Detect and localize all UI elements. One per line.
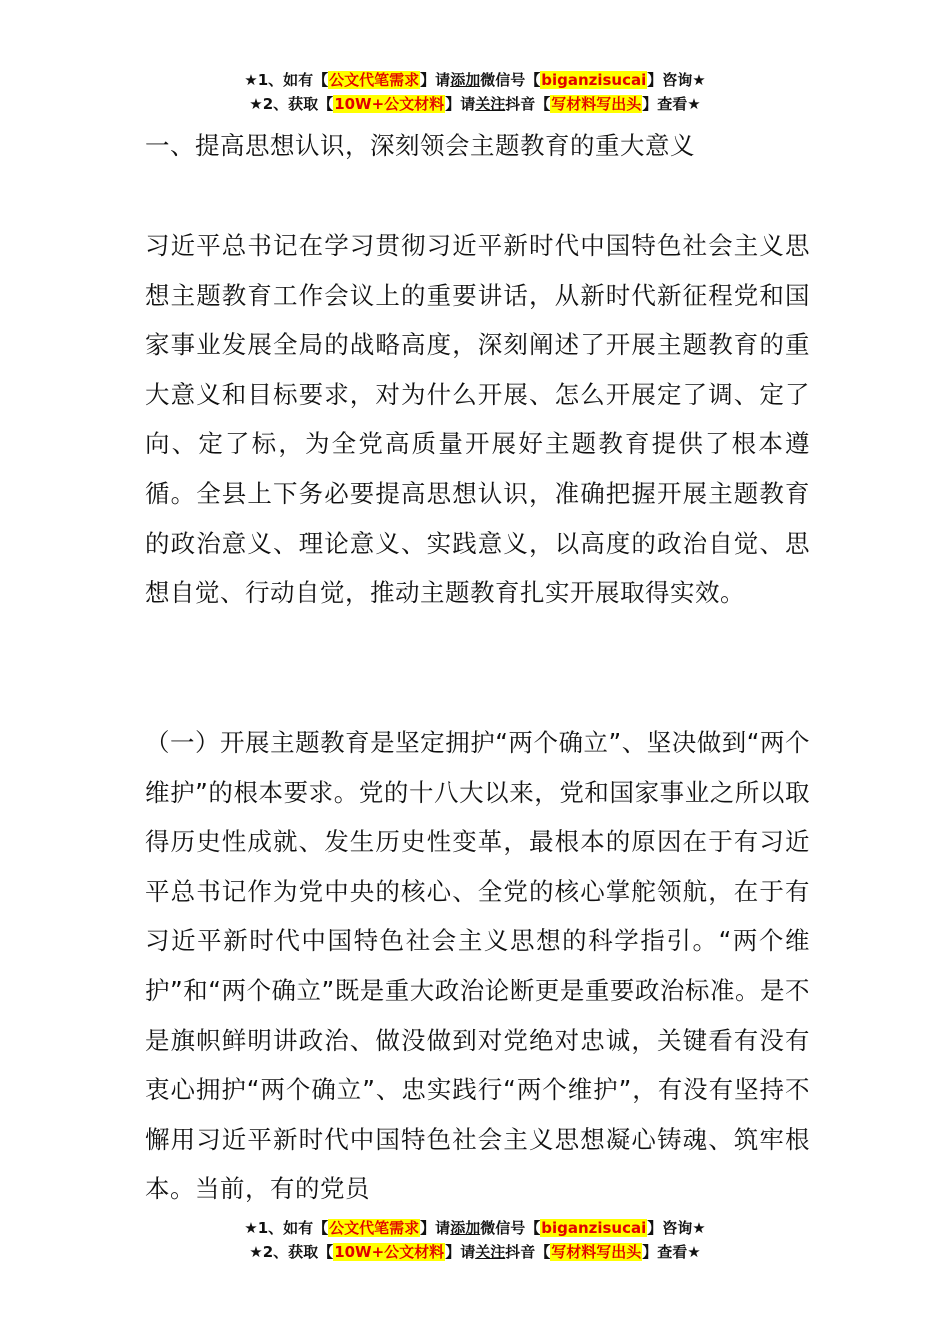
underlined-text: 添加	[450, 1219, 481, 1237]
banner-text: 微信号【	[480, 71, 541, 89]
banner-text: ★1、如有【	[244, 1219, 329, 1237]
paragraph-1	[145, 221, 810, 618]
banner-text: 】查看★	[642, 1243, 701, 1261]
highlight-service: 公文代笔需求	[329, 71, 420, 89]
highlight-douyin-id: 写材料写出头	[551, 1243, 642, 1261]
highlight-wechat-id: biganzisucai	[541, 71, 647, 89]
footer-banner	[0, 1216, 950, 1264]
banner-text: 】请	[445, 1243, 476, 1261]
banner-text: 抖音【	[505, 95, 551, 113]
header-banner	[0, 68, 950, 116]
banner-text: ★2、获取【	[249, 95, 334, 113]
highlight-douyin-id: 写材料写出头	[551, 95, 642, 113]
banner-text: 抖音【	[505, 1243, 551, 1261]
banner-text: ★2、获取【	[249, 1243, 334, 1261]
banner-line-1	[0, 1216, 950, 1240]
highlight-materials: 10W+公文材料	[334, 1243, 445, 1261]
highlight-wechat-id: biganzisucai	[541, 1219, 647, 1237]
section-heading: 一、提高思想认识，深刻领会主题教育的重大意义	[145, 131, 695, 160]
banner-text: 】请	[420, 71, 451, 89]
banner-line-1	[0, 68, 950, 92]
underlined-text: 关注	[475, 95, 506, 113]
banner-text: ★1、如有【	[244, 71, 329, 89]
paragraph-1-text: 习近平总书记在学习贯彻习近平新时代中国特色社会主义思想主题教育工作会议上的重要讲话，从新时代新征程党和国家事业发展全局的战略高度，深刻阐述了开展主题教育的重大意义和目标要求，对为什么开展、怎么开展定了调、定了向、定了标，为全党高质量开展好主题教育提供了根本遵循。全县上下务必要提高思想认识，准确把握开展主题教育的政治意义、理论意义、实践意义，以高度的政治自觉、思想自觉、行动自觉，推动主题教育扎实开展取得实效。	[145, 231, 810, 608]
paragraph-2	[145, 718, 810, 1214]
banner-text: 】查看★	[642, 95, 701, 113]
banner-text: 】咨询★	[647, 1219, 706, 1237]
underlined-text: 添加	[450, 71, 481, 89]
banner-text: 】咨询★	[647, 71, 706, 89]
banner-text: 】请	[420, 1219, 451, 1237]
banner-text: 】请	[445, 95, 476, 113]
banner-line-2	[0, 92, 950, 116]
highlight-service: 公文代笔需求	[329, 1219, 420, 1237]
banner-line-2	[0, 1240, 950, 1264]
paragraph-2-text: （一）开展主题教育是坚定拥护“两个确立”、坚决做到“两个维护”的根本要求。党的十八大以来，党和国家事业之所以取得历史性成就、发生历史性变革，最根本的原因在于有习近平总书记作为党中央的核心、全党的核心掌舵领航，在于有习近平新时代中国特色社会主义思想的科学指引。“两个维护”和“两个确立”既是重大政治论断更是重要政治标准。是不是旗帜鲜明讲政治、做没做到对党绝对忠诚，关键看有没有衷心拥护“两个确立”、忠实践行“两个维护”，有没有坚持不懈用习近平新时代中国特色社会主义思想凝心铸魂、筑牢根本。当前，有的党员	[145, 728, 810, 1204]
highlight-materials: 10W+公文材料	[334, 95, 445, 113]
underlined-text: 关注	[475, 1243, 506, 1261]
banner-text: 微信号【	[480, 1219, 541, 1237]
